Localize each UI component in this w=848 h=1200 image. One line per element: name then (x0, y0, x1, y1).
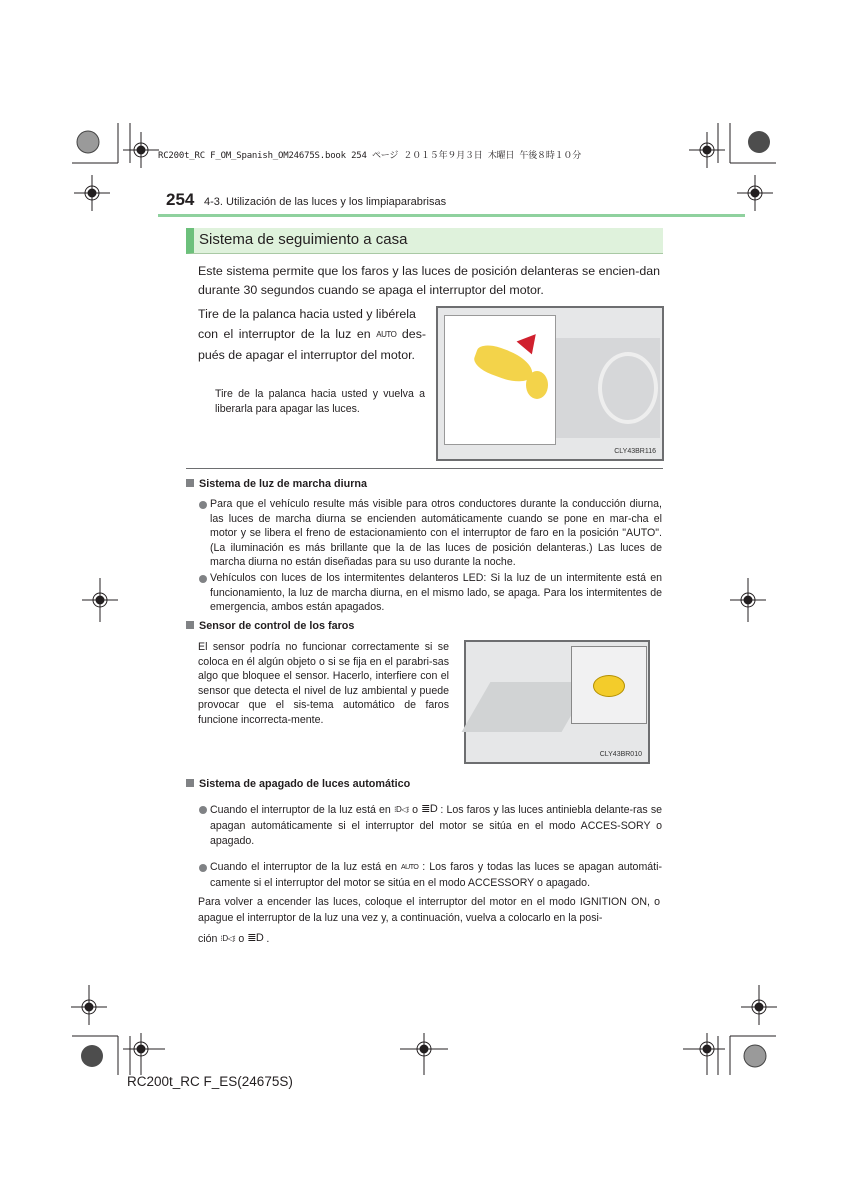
sensor-heading: Sensor de control de los faros (186, 620, 354, 632)
figure-code: CLY43BR010 (599, 751, 642, 758)
bullet-icon (199, 806, 207, 814)
light-sensor-icon (593, 675, 625, 697)
page-number: 254 (166, 190, 195, 209)
auto-switch-icon: AUTO (400, 864, 419, 871)
header-rule (158, 214, 745, 217)
instruction-note: Tire de la palanca hacia usted y vuelva a liberarla para apagar las luces. (215, 388, 425, 415)
instruction-line-3: pués de apagar el interruptor del motor. (198, 348, 415, 362)
steering-wheel (598, 352, 658, 424)
sensor-text: El sensor podría no funcionar correctamente si se coloca en él algún objeto o si se fija en el parabri-sas algo que bloquee el sensor. Hacerlo, interfiere con el sensor que detecta el nivel de luz ambiental y puede provocar que el sis-tema automático de faros funcione incorrecta-mente. (198, 641, 449, 726)
chapter-title: 4-3. Utilización de las luces y los limpiaparabrisas (204, 196, 447, 208)
bullet-icon (199, 864, 207, 872)
square-bullet-icon (186, 779, 194, 787)
sensor-illustration (464, 640, 650, 764)
auto-off-heading: Sistema de apagado de luces automático (186, 778, 410, 790)
section-heading (186, 228, 663, 254)
lever-illustration (436, 306, 664, 461)
drl-bullet-2: Vehículos con luces de los intermitentes delanteros LED: Si la luz de un intermitente está en funcionamiento, la luz de marcha diurna, en el mismo lado, se apaga. Para los intermitentes de emergencia, ambos están apagados. (210, 572, 662, 613)
footer-model-code: RC200t_RC F_ES(24675S) (127, 1074, 293, 1089)
instruction-line-2: con el interruptor de la luz en AUTO des- (198, 324, 426, 345)
headlight-icon: ≣D (247, 932, 264, 944)
lever-yellow-knob (526, 371, 548, 399)
fog-light-icon: ⁝D◁⁝ (220, 934, 236, 943)
instruction-line-1: Tire de la palanca hacia usted y libérela (198, 307, 416, 321)
figure-code: CLY43BR116 (614, 448, 656, 455)
auto-off-closing: Para volver a encender las luces, coloque el interruptor del motor en el modo IGNITION ON, o apague el interruptor de la luz una vez y, a continuación, vuelva a colocarlo en la posi- (198, 896, 660, 924)
fog-light-icon: ⁝D◁⁝ (393, 805, 409, 814)
auto-switch-icon: AUTO (376, 330, 397, 339)
section-divider (186, 468, 663, 469)
auto-off-closing-end: ción ⁝D◁⁝ o ≣D . (198, 932, 270, 945)
square-bullet-icon (186, 479, 194, 487)
auto-off-bullet-1: Cuando el interruptor de la luz está en ⁝D◁⁝ o ≣D : Los faros y las luces antiniebla delante-ras se apagan automáticamente si el interruptor del motor se sitúa en el modo ACCES-SORY o apagado. (210, 803, 663, 847)
drl-heading: Sistema de luz de marcha diurna (186, 478, 367, 490)
auto-off-bullet-2: Cuando el interruptor de la luz está en AUTO : Los faros y todas las luces se apagan automáti-camente si el interruptor del motor se sitúa en el modo ACCESSORY o apagado. (210, 861, 662, 889)
bullet-icon (199, 575, 207, 583)
print-metadata: RC200t_RC F_OM_Spanish_OM24675S.book 254 ページ ２０１５年９月３日 木曜日 午後８時１０分 (158, 151, 582, 161)
bullet-icon (199, 501, 207, 509)
intro-paragraph: Este sistema permite que los faros y las luces de posición delanteras se encien-dan durante 30 segundos cuando se apaga el interruptor del motor. (198, 264, 660, 297)
drl-bullet-1: Para que el vehículo resulte más visible para otros conductores durante la conducción diurna, las luces de marcha diurna se encienden automáticamente cuando se pone en mar-cha el motor y se libera el freno de estacionamiento con el interruptor de faro en la posición "AUTO". (La iluminación es más brillante que la de las luces de posición delanteras.) Las luces de marcha diurna no están diseñadas para su uso durante la noche. (210, 498, 662, 568)
headlight-icon: ≣D (421, 803, 438, 815)
square-bullet-icon (186, 621, 194, 629)
section-title-text: Sistema de seguimiento a casa (199, 231, 408, 248)
instruction-paragraph (198, 304, 426, 365)
